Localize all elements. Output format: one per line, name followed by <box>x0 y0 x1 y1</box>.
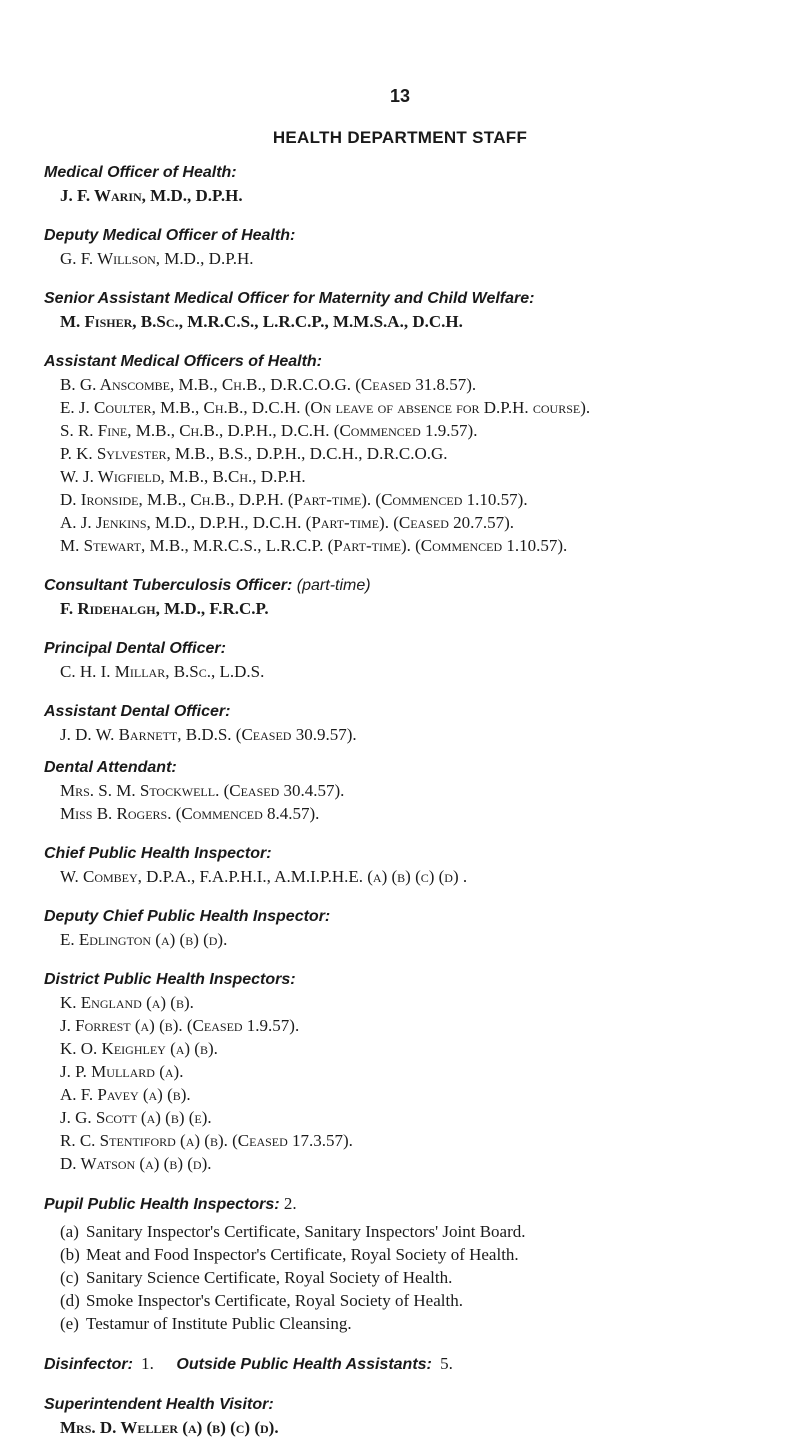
section-heading: Senior Assistant Medical Officer for Maternity and Child Welfare: <box>44 290 535 307</box>
section-heading: Deputy Chief Public Health Inspector: <box>44 908 331 925</box>
qualification-legend <box>44 1220 784 1335</box>
heading-text: Consultant Tuberculosis Officer: <box>44 577 293 594</box>
staff-entry: B. G. Anscombe, M.B., Ch.B., D.R.C.O.G. (Ceased 31.8.57). <box>60 375 477 394</box>
staff-entry: J. G. Scott (a) (b) (e). <box>60 1108 212 1127</box>
staff-entry: E. J. Coulter, M.B., Ch.B., D.C.H. (On leave of absence for D.P.H. course). <box>60 398 591 417</box>
section-heading: District Public Health Inspectors: <box>44 971 296 988</box>
page-number: 13 <box>389 86 411 106</box>
section-heading: Dental Attendant: <box>44 759 177 776</box>
section-heading: Principal Dental Officer: <box>44 640 226 657</box>
staff-entry: E. Edlington (a) (b) (d). <box>60 930 228 949</box>
staff-entry: M. Stewart, M.B., M.R.C.S., L.R.C.P. (Part-time). (Commenced 1.10.57). <box>60 536 568 555</box>
staff-entry: G. F. Willson, M.D., D.P.H. <box>60 249 254 268</box>
legend-item <box>60 1220 784 1243</box>
section-principal-dental-officer <box>44 637 784 683</box>
section-heading: Pupil Public Health Inspectors: <box>44 1196 280 1213</box>
legend-key: (a) <box>60 1222 79 1241</box>
heading-note: (part-time) <box>296 577 371 594</box>
section-deputy-medical-officer <box>44 224 784 270</box>
section-chief-public-health-inspector <box>44 842 784 888</box>
section-tuberculosis-officer <box>44 574 784 620</box>
section-deputy-chief-public-health-inspector <box>44 905 784 951</box>
section-disinfector <box>44 1352 784 1376</box>
legend-text: Sanitary Science Certificate, Royal Society of Health. <box>86 1268 453 1287</box>
staff-entry: J. D. W. Barnett, B.D.S. (Ceased 30.9.57). <box>60 725 357 744</box>
staff-entry: S. R. Fine, M.B., Ch.B., D.P.H., D.C.H. (Commenced 1.9.57). <box>60 421 478 440</box>
section-heading: Deputy Medical Officer of Health: <box>44 227 296 244</box>
staff-entry: A. F. Pavey (a) (b). <box>60 1085 191 1104</box>
staff-entry: W. J. Wigfield, M.B., B.Ch., D.P.H. <box>60 467 306 486</box>
pupil-count: 2. <box>283 1194 297 1213</box>
staff-entry: K. O. Keighley (a) (b). <box>60 1039 218 1058</box>
staff-entry: R. C. Stentiford (a) (b). (Ceased 17.3.57). <box>60 1131 353 1150</box>
legend-key: (d) <box>60 1291 80 1310</box>
staff-list <box>44 161 784 1456</box>
section-heading: Disinfector: <box>44 1356 133 1373</box>
section-medical-officer <box>44 161 784 207</box>
legend-key: (b) <box>60 1245 80 1264</box>
section-superintendent-health-visitor <box>44 1393 784 1439</box>
staff-entry: J. F. Warin, M.D., D.P.H. <box>60 186 243 205</box>
legend-item <box>60 1289 784 1312</box>
section-assistant-dental-officer <box>44 700 784 746</box>
staff-entry: F. Ridehalgh, M.D., F.R.C.P. <box>60 599 269 618</box>
staff-entry: W. Combey, D.P.A., F.A.P.H.I., A.M.I.P.H.E. (a) (b) (c) (d) . <box>60 867 468 886</box>
staff-entry: A. J. Jenkins, M.D., D.P.H., D.C.H. (Part-time). (Ceased 20.7.57). <box>60 513 515 532</box>
staff-entry: D. Watson (a) (b) (d). <box>60 1154 212 1173</box>
legend-key: (e) <box>60 1314 79 1333</box>
staff-entry: K. England (a) (b). <box>60 993 194 1012</box>
legend-key: (c) <box>60 1268 79 1287</box>
section-heading: Assistant Dental Officer: <box>44 703 231 720</box>
page-title: HEALTH DEPARTMENT STAFF <box>272 128 528 147</box>
legend-item <box>60 1243 784 1266</box>
disinfector-count: 1. <box>141 1354 154 1373</box>
staff-entry: P. K. Sylvester, M.B., B.S., D.P.H., D.C.H., D.R.C.O.G. <box>60 444 448 463</box>
staff-entry: Mrs. D. Weller (a) (b) (c) (d). <box>60 1418 279 1437</box>
staff-entry: Mrs. S. M. Stockwell. (Ceased 30.4.57). <box>60 781 345 800</box>
section-senior-assistant-medical-officer <box>44 287 784 333</box>
staff-entry: D. Ironside, M.B., Ch.B., D.P.H. (Part-time). (Commenced 1.10.57). <box>60 490 528 509</box>
staff-entry: J. Forrest (a) (b). (Ceased 1.9.57). <box>60 1016 300 1035</box>
staff-entry: Miss B. Rogers. (Commenced 8.4.57). <box>60 804 320 823</box>
staff-entry: M. Fisher, B.Sc., M.R.C.S., L.R.C.P., M.M.S.A., D.C.H. <box>60 312 463 331</box>
section-heading: Superintendent Health Visitor: <box>44 1396 274 1413</box>
legend-item <box>60 1312 784 1335</box>
section-heading: Assistant Medical Officers of Health: <box>44 353 322 370</box>
section-pupil-public-health-inspectors <box>44 1192 784 1335</box>
section-assistant-medical-officers <box>44 350 784 557</box>
legend-text: Smoke Inspector's Certificate, Royal Society of Health. <box>86 1291 463 1310</box>
staff-entry: C. H. I. Millar, B.Sc., L.D.S. <box>60 662 265 681</box>
section-district-public-health-inspectors <box>44 968 784 1175</box>
section-heading: Medical Officer of Health: <box>44 164 237 181</box>
legend-text: Sanitary Inspector's Certificate, Sanitary Inspectors' Joint Board. <box>86 1222 526 1241</box>
section-dental-attendant <box>44 756 784 825</box>
section-heading <box>44 574 784 597</box>
section-heading: Chief Public Health Inspector: <box>44 845 272 862</box>
staff-entry: J. P. Mullard (a). <box>60 1062 184 1081</box>
outside-assistants-count: 5. <box>440 1354 453 1373</box>
pupil-heading-line <box>44 1192 784 1216</box>
legend-text: Testamur of Institute Public Cleansing. <box>86 1314 352 1333</box>
legend-text: Meat and Food Inspector's Certificate, Royal Society of Health. <box>86 1245 519 1264</box>
section-heading-outside-assistants: Outside Public Health Assistants: <box>176 1356 432 1373</box>
legend-item <box>60 1266 784 1289</box>
